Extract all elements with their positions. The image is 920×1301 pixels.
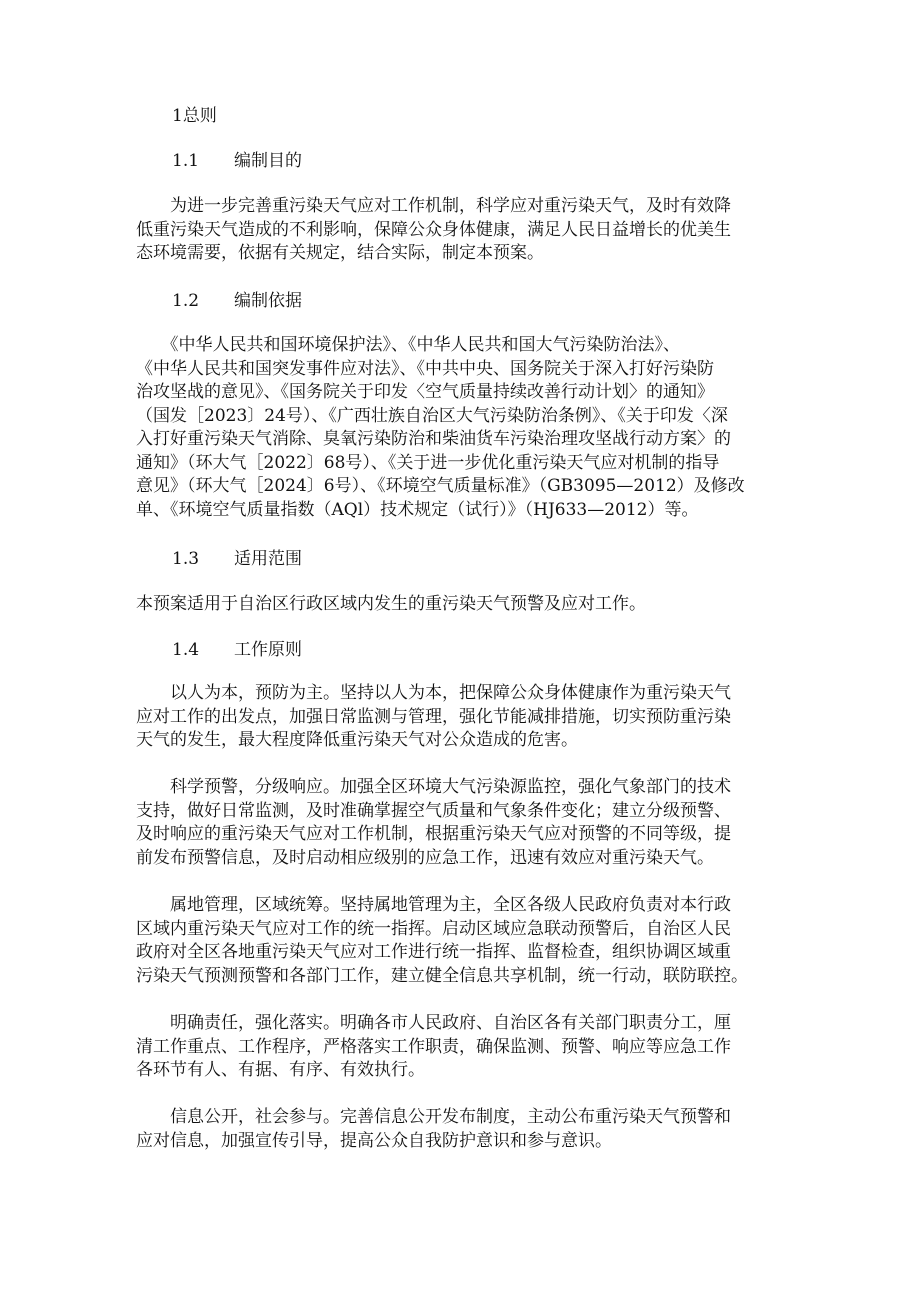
section-number: 1.1: [172, 151, 200, 171]
paragraph-line: 天气的发生，最大程度降低重污染天气对公众造成的危害。: [136, 730, 578, 750]
section-title: 适用范围: [234, 549, 302, 569]
paragraph-line: 区域内重污染天气应对工作的统一指挥。启动区域应急联动预警后，自治区人民: [136, 918, 731, 939]
paragraph-line: 支持，做好日常监测，及时准确掌握空气质量和气象条件变化；建立分级预警、: [136, 800, 731, 821]
principle-paragraph: [136, 776, 796, 870]
paragraph-line: 属地管理，区域统筹。坚持属地管理为主，全区各级人民政府负责对本行政: [136, 895, 731, 915]
principle-paragraph: [136, 894, 796, 988]
paragraph-line: 本预案适用于自治区行政区域内发生的重污染天气预警及应对工作。: [136, 594, 646, 614]
paragraph-line: 清工作重点、工作程序，严格落实工作职责，确保监测、预警、响应等应急工作: [136, 1036, 731, 1057]
paragraph-line: 《中华人民共和国突发事件应对法》、《中共中央、国务院关于深入打好污染防: [136, 358, 714, 379]
section-1-2-paragraph: [136, 334, 796, 522]
principle-paragraph: [136, 1106, 796, 1153]
paragraph-line: 信息公开，社会参与。完善信息公开发布制度，主动公布重污染天气预警和: [136, 1107, 731, 1127]
section-1-1-heading: [172, 149, 302, 173]
paragraph-line: 污染天气预测预警和各部门工作，建立健全信息共享机制，统一行动，联防联控。: [136, 965, 748, 986]
paragraph-line: 态环境需要，依据有关规定，结合实际，制定本预案。: [136, 243, 544, 263]
paragraph-line: 《中华人民共和国环境保护法》、《中华人民共和国大气污染防治法》、: [136, 335, 680, 355]
section-1-4-heading: [172, 638, 302, 662]
section-1-heading: 1总则: [172, 106, 217, 126]
paragraph-line: 及时响应的重污染天气应对工作机制，根据重污染天气应对预警的不同等级，提: [136, 824, 731, 844]
paragraph-line: 各环节有人、有据、有序、有效执行。: [136, 1060, 425, 1080]
paragraph-line: 政府对全区各地重污染天气应对工作进行统一指挥、监督检查，组织协调区域重: [136, 942, 731, 962]
paragraph-line: 单、《环境空气质量指数（AQl）技术规定（试行）》（HJ633—2012）等。: [136, 499, 699, 520]
section-title: 编制依据: [234, 291, 302, 311]
principle-paragraph: [136, 682, 796, 753]
paragraph-line: 前发布预警信息，及时启动相应级别的应急工作，迅速有效应对重污染天气。: [136, 847, 714, 868]
section-1-1-paragraph: [136, 195, 796, 266]
paragraph-line: 为进一步完善重污染天气应对工作机制，科学应对重污染天气，及时有效降: [136, 196, 731, 216]
section-1-2-heading: [172, 289, 302, 313]
paragraph-line: 应对信息，加强宣传引导，提高公众自我防护意识和参与意识。: [136, 1130, 612, 1151]
paragraph-line: （国发［2023〕24号）、《广西壮族自治区大气污染防治条例》、《关于印发〈深: [136, 405, 728, 426]
section-1-3-heading: [172, 547, 302, 571]
paragraph-line: 明确责任，强化落实。明确各市人民政府、自治区各有关部门职责分工，厘: [136, 1013, 731, 1033]
paragraph-line: 治攻坚战的意见》、《国务院关于印发〈空气质量持续改善行动计划〉的通知》: [136, 382, 714, 402]
paragraph-line: 应对工作的出发点，加强日常监测与管理，强化节能减排措施，切实预防重污染: [136, 706, 731, 727]
paragraph-line: 入打好重污染天气消除、臭氧污染防治和柴油货车污染治理攻坚战行动方案〉的: [136, 429, 731, 449]
paragraph-line: 通知》（环大气［2022〕68号）、《关于进一步优化重污染天气应对机制的指导: [136, 452, 720, 473]
paragraph-line: 科学预警，分级响应。加强全区环境大气污染源监控，强化气象部门的技术: [136, 777, 731, 797]
section-1-3-paragraph: [136, 593, 796, 617]
section-number: 1.2: [172, 291, 200, 311]
paragraph-line: 低重污染天气造成的不利影响，保障公众身体健康，满足人民日益增长的优美生: [136, 219, 731, 240]
paragraph-line: 意见》（环大气［2024〕6号）、《环境空气质量标准》（GB3095—2012）及修改: [136, 476, 745, 496]
section-number: 1.3: [172, 549, 200, 569]
section-title: 工作原则: [234, 640, 302, 660]
principle-paragraph: [136, 1012, 796, 1083]
section-number: 1.4: [172, 640, 200, 660]
paragraph-line: 以人为本，预防为主。坚持以人为本，把保障公众身体健康作为重污染天气: [136, 683, 731, 703]
section-title: 编制目的: [234, 151, 302, 171]
